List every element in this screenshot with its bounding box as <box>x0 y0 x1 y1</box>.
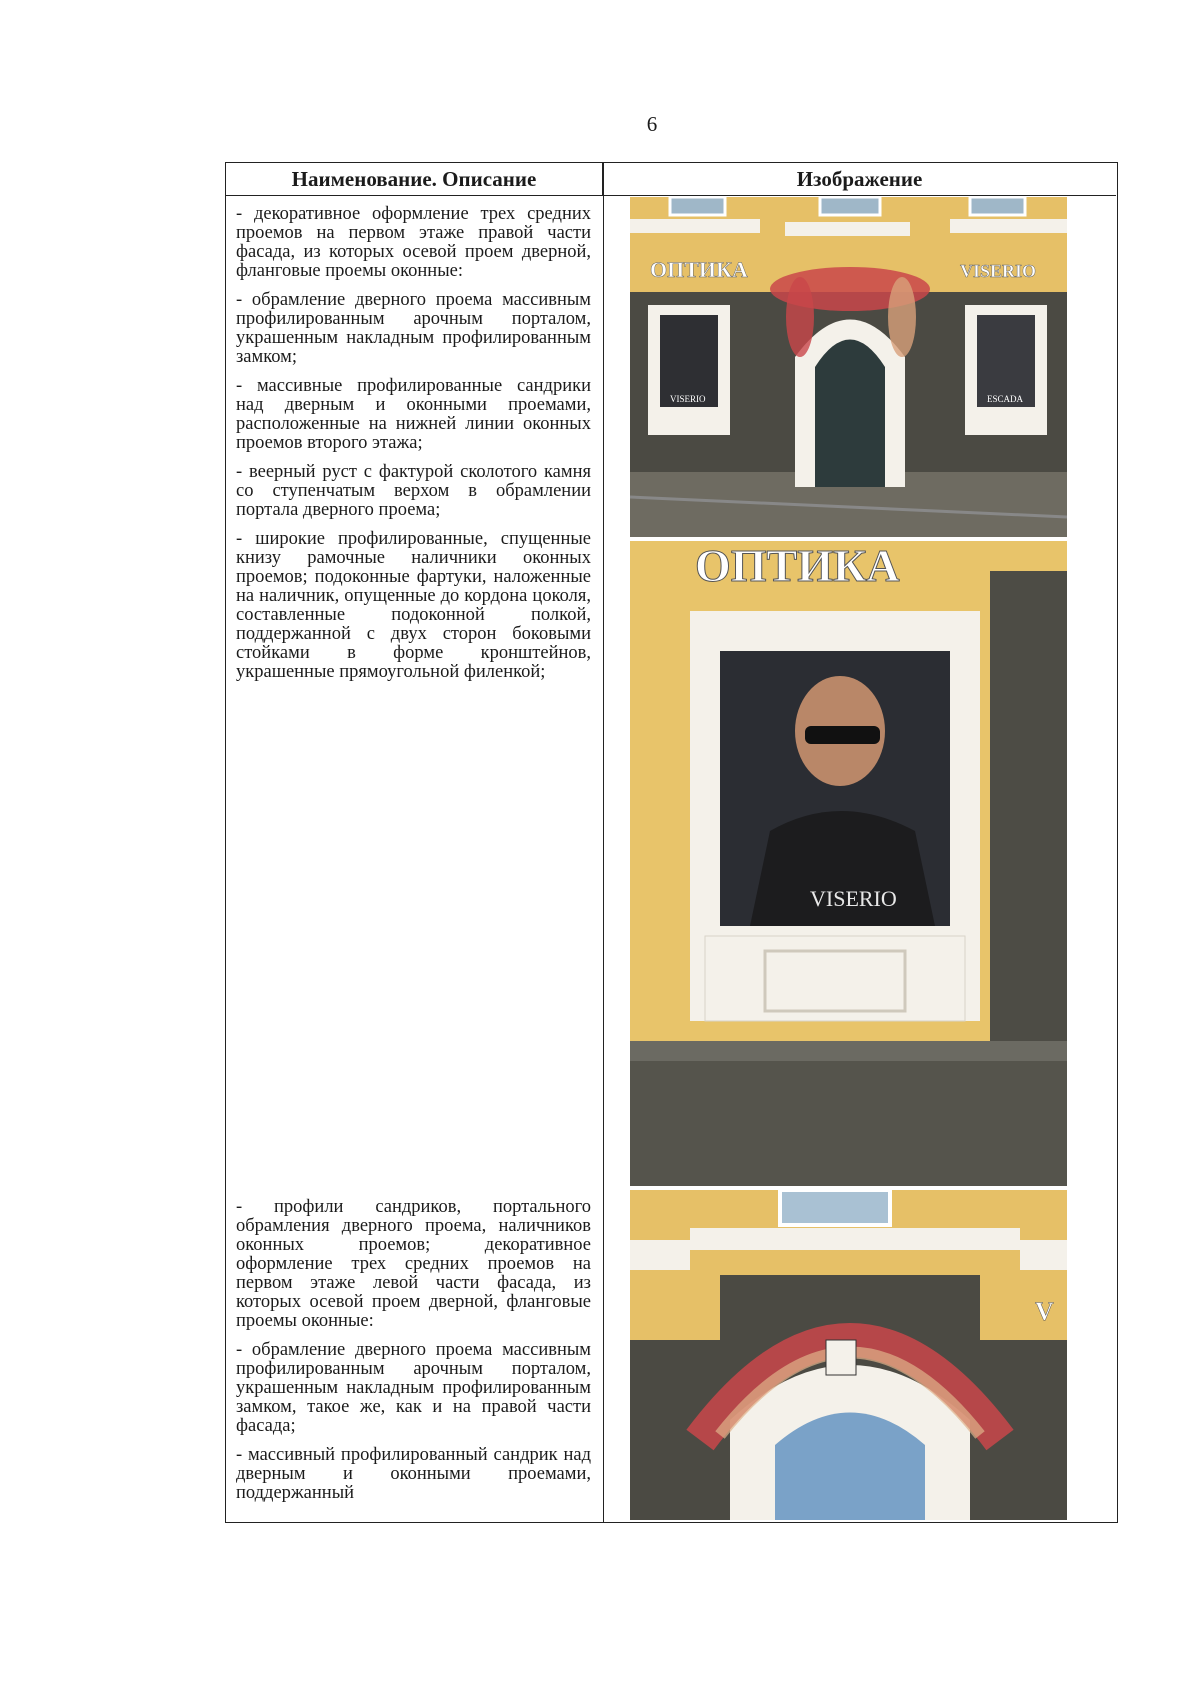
facade-photo-2 <box>630 541 1067 1186</box>
facade-photo-3 <box>630 1190 1067 1520</box>
sign-optika: ОПТИКА <box>695 541 900 591</box>
header-image: Изображение <box>603 163 1116 196</box>
poster-brand: VISERIO <box>670 394 706 404</box>
sign-optika: ОПТИКА <box>650 257 748 282</box>
paragraph: - веерный руст с фактурой сколотого камня со ступенчатым верхом в обрамлении портала дверного проема; <box>236 462 591 520</box>
facade-photo-1 <box>630 197 1067 537</box>
paragraph: - обрамление дверного проема массивным профилированным арочным порталом, украшенным накладным профилированным замком; <box>236 290 591 367</box>
sign-fragment: V <box>1035 1297 1054 1326</box>
description-bottom <box>236 1198 591 1513</box>
paragraph: - профили сандриков, портального обрамления дверного проема, наличников оконных проемов; декоративное оформление трех средних проемов на первом этаже левой части фасада, из которых осевой проем дверной, фланговые проемы оконные: <box>236 1197 591 1331</box>
description-top <box>236 205 591 692</box>
description-table <box>225 162 1118 1523</box>
paragraph: - массивный профилированный сандрик над дверным и оконными проемами, поддержанный <box>236 1445 591 1503</box>
page-number: 6 <box>646 112 658 136</box>
column-divider <box>603 163 604 1522</box>
poster-brand: ESCADA <box>987 394 1024 404</box>
paragraph: - массивные профилированные сандрики над дверным и оконными проемами, расположенные на нижней линии оконных проемов второго этажа; <box>236 376 591 453</box>
paragraph: - широкие профилированные, спущенные книзу рамочные наличники оконных проемов; подоконные фартуки, наложенные на наличник, опущенные до кордона цоколя, составленные подоконной полкой, поддержанной с двух сторон боковыми стойками в форме кронштейнов, украшенные прямоугольной филенкой; <box>236 529 591 682</box>
paragraph: - декоративное оформление трех средних проемов на первом этаже правой части фасада, из которых осевой проем дверной, фланговые проемы оконные: <box>236 204 591 281</box>
header-name-description: Наименование. Описание <box>226 163 603 196</box>
poster-brand: VISERIO <box>810 886 897 911</box>
sign-viserio: VISERIO <box>960 261 1037 281</box>
paragraph: - обрамление дверного проема массивным профилированным арочным порталом, украшенным накладным профилированным замком, такое же, как и на правой части фасада; <box>236 1340 591 1436</box>
